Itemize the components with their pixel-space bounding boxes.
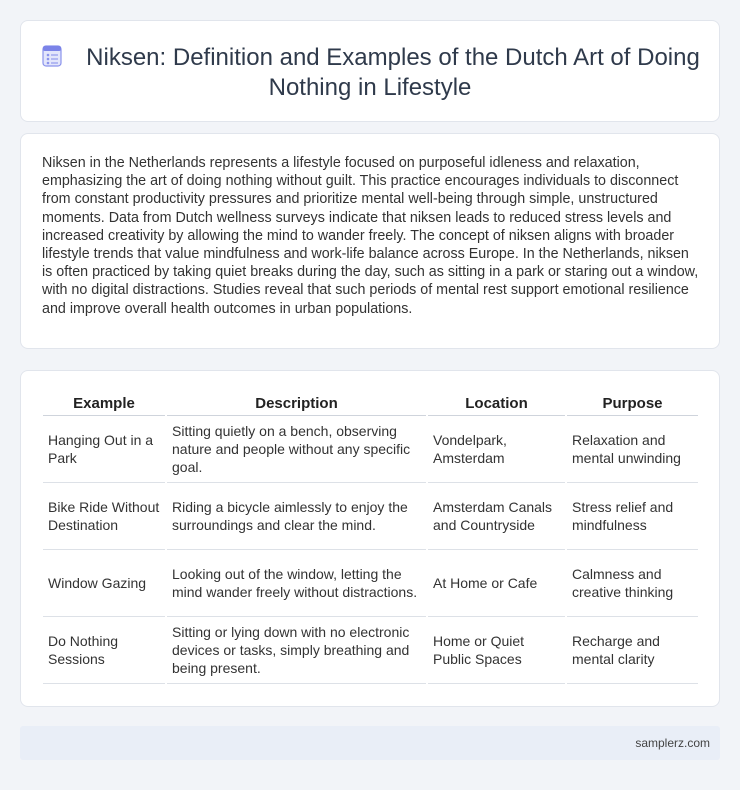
cell-description: Sitting or lying down with no electronic devices or tasks, simply breathing and being present. [166,617,427,684]
cell-example: Bike Ride Without Destination [43,483,166,550]
table-header-row [43,391,698,416]
document-list-icon [40,44,64,68]
examples-table [43,391,698,684]
page-title: Niksen: Definition and Examples of the Dutch Art of Doing Nothing in Lifestyle [86,44,700,101]
cell-example: Window Gazing [43,550,166,617]
column-header-description: Description [166,391,427,416]
table-row [43,416,698,483]
table-row [43,550,698,617]
intro-paragraph: Niksen in the Netherlands represents a lifestyle focused on purposeful idleness and relaxation, emphasizing the art of doing nothing without guilt. This practice encourages individuals to disconnect from constant productivity pressures and prioritize mental well-being through simple, unstructured moments. Data from Dutch wellness surveys indicate that niksen leads to reduced stress levels and increased creativity by allowing the mind to wander freely. The concept of niksen aligns with broader lifestyle trends that value mindfulness and work-life balance across Europe. In the Netherlands, niksen is often practiced by taking quiet breaks during the day, such as sitting in a park or staring out a window, with no digital distractions. Studies reveal that such periods of mental rest support emotional resilience and improve overall health outcomes in urban populations. [42,155,699,317]
cell-purpose: Calmness and creative thinking [566,550,698,617]
cell-location: At Home or Cafe [427,550,566,617]
title-card [20,20,720,122]
cell-purpose: Stress relief and mindfulness [566,483,698,550]
cell-description: Looking out of the window, letting the mind wander freely without distractions. [166,550,427,617]
cell-description: Sitting quietly on a bench, observing nature and people without any specific goal. [166,416,427,483]
column-header-purpose: Purpose [566,391,698,416]
cell-example: Do Nothing Sessions [43,617,166,684]
column-header-example: Example [43,391,166,416]
cell-purpose: Relaxation and mental unwinding [566,416,698,483]
cell-location: Home or Quiet Public Spaces [427,617,566,684]
footer-site-link[interactable]: samplerz.com [635,736,710,750]
footer-bar [20,726,720,760]
cell-location: Amsterdam Canals and Countryside [427,483,566,550]
cell-description: Riding a bicycle aimlessly to enjoy the surroundings and clear the mind. [166,483,427,550]
intro-card [20,133,720,349]
cell-purpose: Recharge and mental clarity [566,617,698,684]
examples-table-card [20,370,720,707]
table-row [43,617,698,684]
cell-location: Vondelpark, Amsterdam [427,416,566,483]
cell-example: Hanging Out in a Park [43,416,166,483]
table-row [43,483,698,550]
column-header-location: Location [427,391,566,416]
page-title-wrap [21,43,719,103]
